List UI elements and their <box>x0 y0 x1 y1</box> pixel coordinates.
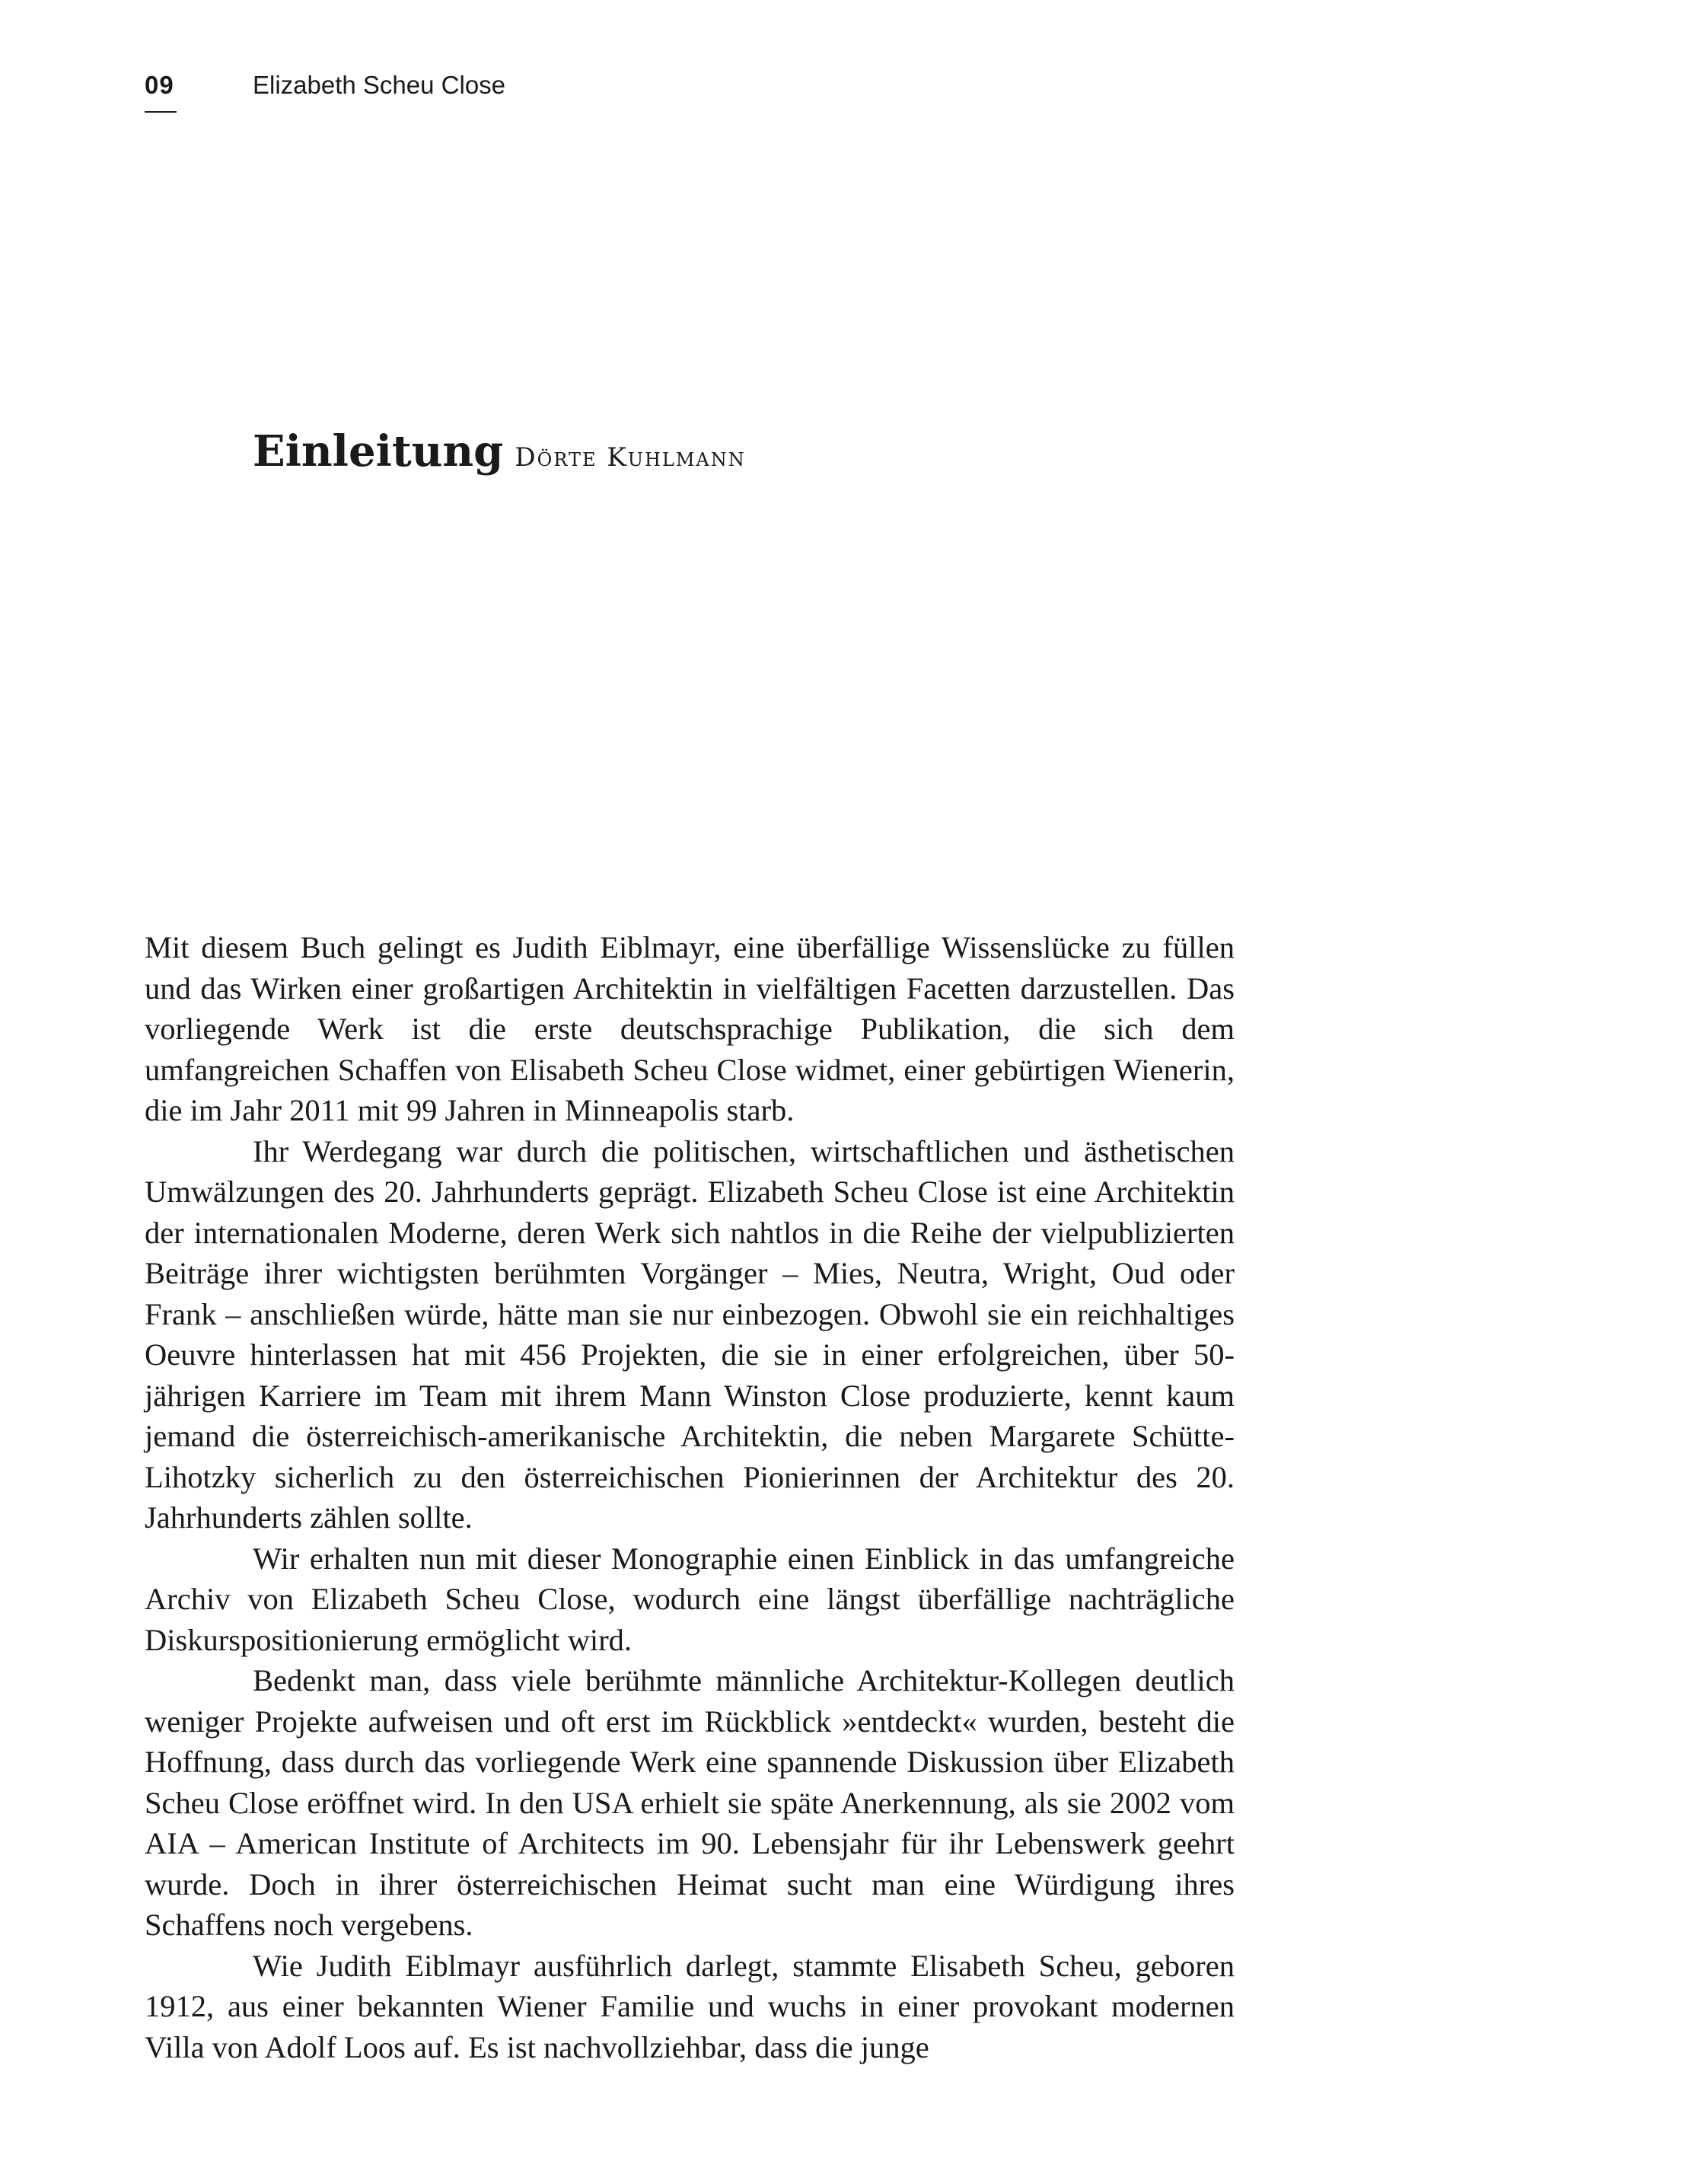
chapter-author: Dörte Kuhlmann <box>515 442 746 473</box>
paragraph: Ihr Werdegang war durch die politischen, wirtschaftlichen und ästhetischen Umwälzungen des 20. Jahrhunderts geprägt. Elizabeth Scheu Close ist eine Architektin der internationalen Moderne, deren Werk sich nahtlos in die Reihe der vielpublizierten Beiträge ihrer wichtigsten berühmten Vorgänger – Mies, Neutra, Wright, Oud oder Frank – anschließen würde, hätte man sie nur einbezogen. Obwohl sie ein reichhaltiges Oeuvre hinterlassen hat mit 456 Projekten, die sie in einer erfolgreichen, über 50-jährigen Karriere im Team mit ihrem Mann Winston Close produzierte, kennt kaum jemand die österreichisch-amerikanische Architektin, die neben Margarete Schütte-Lihotzky sicherlich zu den österreichischen Pionierinnen der Architektur des 20. Jahrhunderts zählen sollte. <box>145 1133 1235 1535</box>
body-text <box>145 927 1235 2067</box>
paragraph: Bedenkt man, dass viele berühmte männliche Architektur-Kollegen deutlich weniger Projekte aufweisen und oft erst im Rückblick »entdeckt« wurden, besteht die Hoffnung, dass durch das vorliegende Werk eine spannende Diskussion über Elizabeth Scheu Close eröffnet wird. In den USA erhielt sie späte Anerkennung, als sie 2002 vom AIA – American Institute of Architects im 90. Lebensjahr für ihr Lebenswerk geehrt wurde. Doch in ihrer österreichischen Heimat sucht man eine Würdigung ihres Schaffens noch vergebens. <box>145 1663 1235 1942</box>
paragraph: Wir erhalten nun mit dieser Monographie einen Einblick in das umfangreiche Archiv von Elizabeth Scheu Close, wodurch eine längst überfällige nachträgliche Diskurspositionierung ermöglicht wird. <box>145 1541 1235 1657</box>
chapter-title: Einleitung <box>253 426 504 477</box>
running-title: Elizabeth Scheu Close <box>253 71 506 99</box>
page-number-rule <box>145 111 177 113</box>
chapter-heading <box>253 426 746 477</box>
paragraph: Wie Judith Eiblmayr ausführlich darlegt, stammte Elisabeth Scheu, geboren 1912, aus einer bekannten Wiener Familie und wuchs in einer provokant modernen Villa von Adolf Loos auf. Es ist nachvollziehbar, dass die junge <box>145 1948 1235 2064</box>
page-number: 09 <box>145 71 174 99</box>
paragraph: Mit diesem Buch gelingt es Judith Eiblmayr, eine überfällige Wissenslücke zu füllen und das Wirken einer großartigen Architektin in vielfältigen Facetten darzustellen. Das vorliegende Werk ist die erste deutschsprachige Publikation, die sich dem umfangreichen Schaffen von Elisabeth Scheu Close widmet, einer gebürtigen Wienerin, die im Jahr 2011 mit 99 Jahren in Minneapolis starb. <box>145 930 1235 1127</box>
